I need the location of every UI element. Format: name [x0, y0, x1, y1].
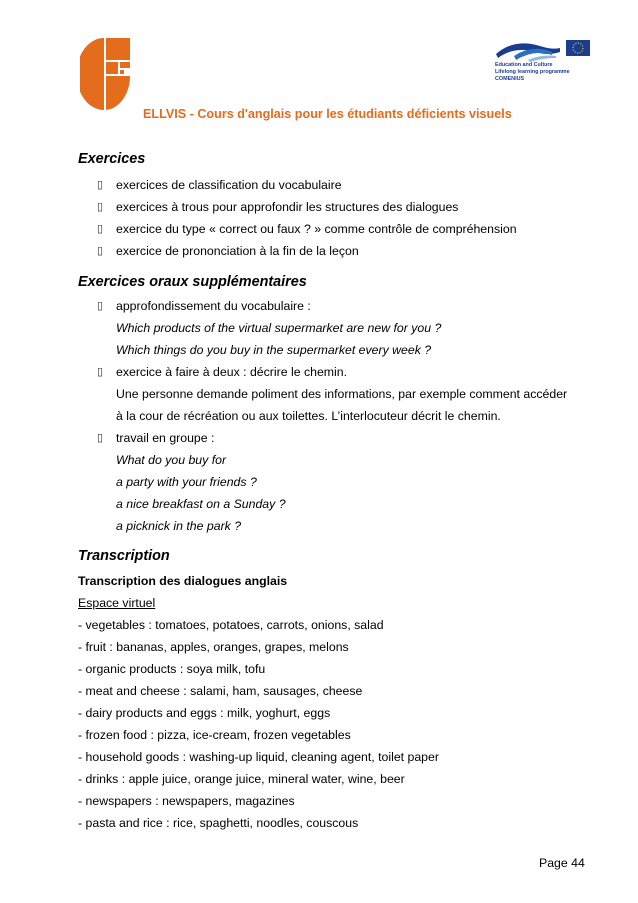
- transcription-line: - dairy products and eggs : milk, yoghurt, eggs: [78, 706, 331, 720]
- list-item: exercices de classification du vocabulaire: [116, 178, 342, 192]
- section-heading-oraux: Exercices oraux supplémentaires: [78, 274, 307, 290]
- question-line: a party with your friends ?: [116, 475, 257, 489]
- bullet-icon: ▯: [97, 432, 104, 444]
- transcription-line: - household goods : washing-up liquid, cleaning agent, toilet paper: [78, 750, 439, 764]
- transcription-line: - organic products : soya milk, tofu: [78, 662, 266, 676]
- bullet-icon: ▯: [97, 366, 104, 378]
- eu-line: Lifelong learning programme: [495, 69, 570, 76]
- question-line: What do you buy for: [116, 453, 227, 467]
- bullet-icon: ▯: [97, 300, 104, 312]
- bullet-icon: ▯: [97, 223, 104, 235]
- question-line: Which things do you buy in the supermarket every week ?: [116, 343, 432, 357]
- transcription-line: - newspapers : newspapers, magazines: [78, 794, 295, 808]
- question-line: a nice breakfast on a Sunday ?: [116, 497, 286, 511]
- page-number: Page 44: [539, 856, 585, 870]
- transcription-line: - drinks : apple juice, orange juice, mineral water, wine, beer: [78, 772, 405, 786]
- list-item: exercices à trous pour approfondir les structures des dialogues: [116, 200, 459, 214]
- question-line: a picknick in the park ?: [116, 519, 242, 533]
- espace-virtuel-link[interactable]: Espace virtuel: [78, 596, 156, 610]
- transcription-line: - frozen food : pizza, ice-cream, frozen vegetables: [78, 728, 351, 742]
- transcription-line: - fruit : bananas, apples, oranges, grapes, melons: [78, 640, 349, 654]
- eu-line: COMENIUS: [495, 76, 525, 83]
- list-item: exercice du type « correct ou faux ? » comme contrôle de compréhension: [116, 222, 517, 236]
- bullet-icon: ▯: [97, 245, 104, 257]
- transcription-line: - meat and cheese : salami, ham, sausages, cheese: [78, 684, 363, 698]
- eu-line: Education and Culture: [495, 62, 553, 68]
- list-item: exercice à faire à deux : décrire le chemin.: [116, 365, 348, 379]
- description-line: à la cour de récréation ou aux toilettes. L’interlocuteur décrit le chemin.: [116, 409, 501, 423]
- header-title: ELLVIS - Cours d'anglais pour les étudiants déficients visuels: [143, 107, 512, 121]
- transcription-subheading: Transcription des dialogues anglais: [78, 574, 288, 588]
- transcription-line: - vegetables : tomatoes, potatoes, carrots, onions, salad: [78, 618, 384, 632]
- description-line: Une personne demande poliment des informations, par exemple comment accéder: [116, 387, 568, 401]
- section-heading-transcription: Transcription: [78, 548, 170, 564]
- question-line: Which products of the virtual supermarket are new for you ?: [116, 321, 442, 335]
- bullet-icon: ▯: [97, 201, 104, 213]
- list-item: exercice de prononciation à la fin de la leçon: [116, 244, 359, 258]
- transcription-line: - pasta and rice : rice, spaghetti, noodles, couscous: [78, 816, 359, 830]
- section-heading-exercices: Exercices: [78, 151, 146, 167]
- eu-programme-text: [495, 62, 570, 84]
- list-item: approfondissement du vocabulaire :: [116, 299, 311, 313]
- list-item: travail en groupe :: [116, 431, 215, 445]
- bullet-icon: ▯: [97, 179, 104, 191]
- ellvis-logo: [80, 36, 132, 112]
